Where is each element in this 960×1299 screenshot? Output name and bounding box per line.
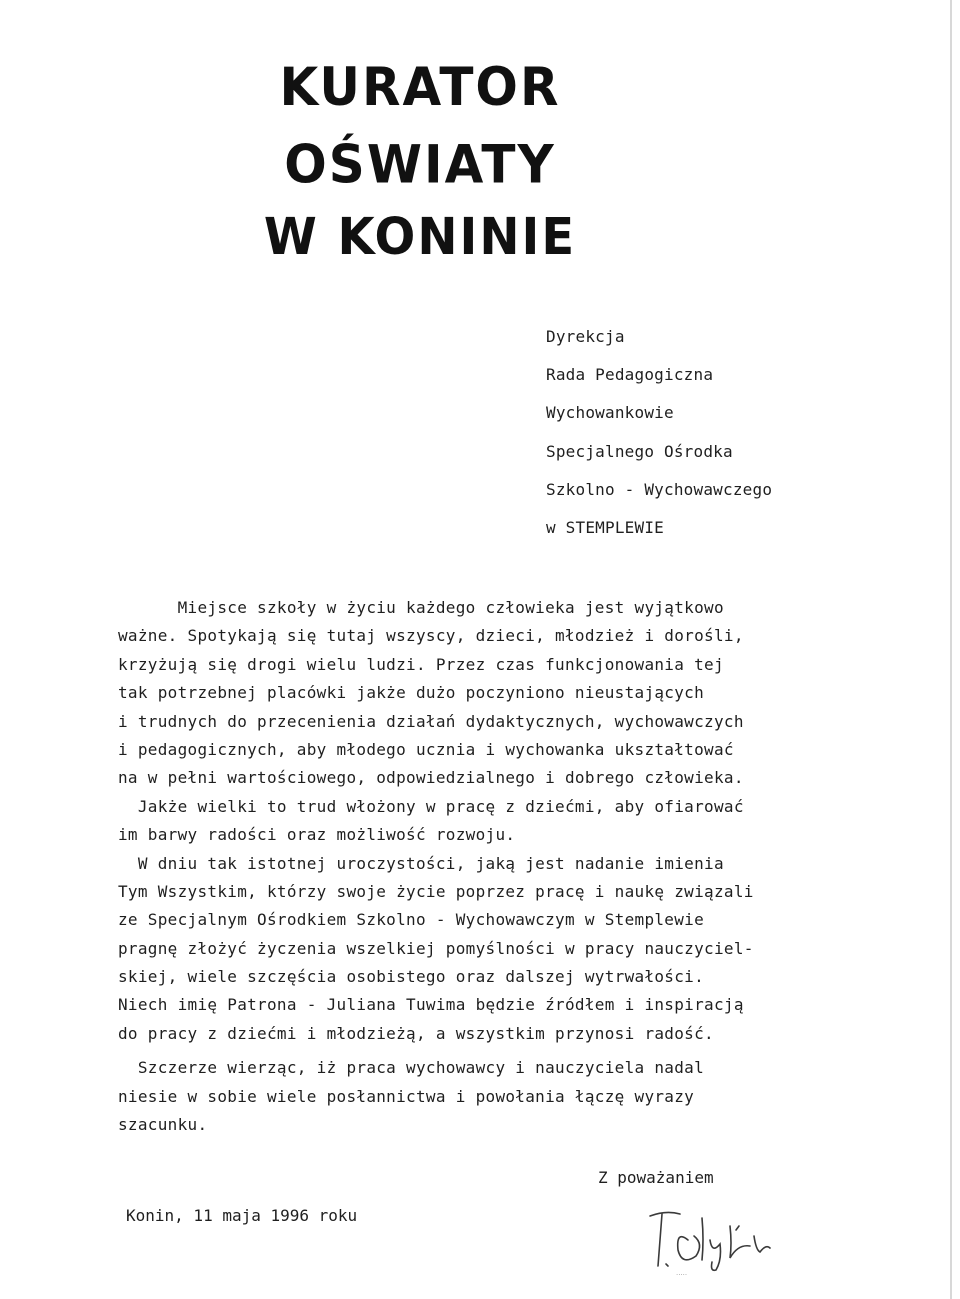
body-line: i trudnych do przecenienia działań dydaktycznych, wychowawczych (118, 711, 744, 731)
letterhead-title: KURATOR OŚWIATY (279, 56, 561, 196)
place-date: Konin, 11 maja 1996 roku (126, 1206, 358, 1225)
body-line: pragnę złożyć życzenia wszelkiej pomyślności w pracy nauczyciel- (118, 938, 754, 958)
signature (646, 1200, 776, 1280)
body-line: W dniu tak istotnej uroczystości, jaką jest nadanie imienia (118, 853, 724, 873)
letter-body (118, 594, 843, 1139)
addressee-line: Szkolno - Wychowawczego (546, 479, 773, 499)
body-line: szacunku. (118, 1115, 208, 1135)
body-line: tak potrzebnej placówki jakże dużo poczyniono nieustających (118, 683, 705, 703)
body-line: Jakże wielki to trud włożony w pracę z dziećmi, aby ofiarować (118, 796, 744, 816)
body-line: do pracy z dziećmi i młodzieżą, a wszystkim przynosi radość. (118, 1023, 714, 1043)
letterhead (140, 52, 700, 274)
body-line: skiej, wiele szczęścia osobistego oraz dalszej wytrwałości. (118, 967, 705, 987)
addressee-block (546, 318, 772, 547)
body-line: im barwy radości oraz możliwość rozwoju. (118, 825, 516, 845)
body-line: niesie w sobie wiele posłannictwa i powołania łączę wyrazy (118, 1086, 695, 1106)
page-edge (950, 0, 952, 1299)
body-line: i pedagogicznych, aby młodego ucznia i wychowanka ukształtować (118, 739, 734, 759)
body-line: Szczerze wierząc, iż praca wychowawcy i nauczyciela nadal (118, 1058, 705, 1078)
addressee-line: Rada Pedagogiczna (546, 365, 714, 385)
addressee-line: Specjalnego Ośrodka (546, 441, 733, 461)
body-line: Miejsce szkoły w życiu każdego człowieka jest wyjątkowo (118, 598, 724, 617)
letterhead-city: W KONINIE (263, 207, 577, 267)
body-line: na w pełni wartościowego, odpowiedzialnego i dobrego człowieka. (118, 768, 744, 788)
body-line: ze Specjalnym Ośrodkiem Szkolno - Wychowawczym w Stemplewie (118, 910, 705, 930)
addressee-line: Wychowankowie (546, 403, 674, 423)
closing-salutation: Z poważaniem (598, 1168, 714, 1187)
body-line: Niech imię Patrona - Juliana Tuwima będzie źródłem i inspiracją (118, 995, 744, 1015)
body-line: Tym Wszystkim, którzy swoje życie poprzez pracę i naukę związali (118, 881, 754, 901)
addressee-line: w STEMPLEWIE (546, 518, 664, 538)
signature-stamp-text: ····· (676, 1271, 688, 1279)
body-line: krzyżują się drogi wielu ludzi. Przez czas funkcjonowania tej (118, 654, 724, 674)
body-line: ważne. Spotykają się tutaj wszyscy, dzieci, młodzież i dorośli, (118, 626, 744, 646)
addressee-line: Dyrekcja (546, 327, 625, 346)
